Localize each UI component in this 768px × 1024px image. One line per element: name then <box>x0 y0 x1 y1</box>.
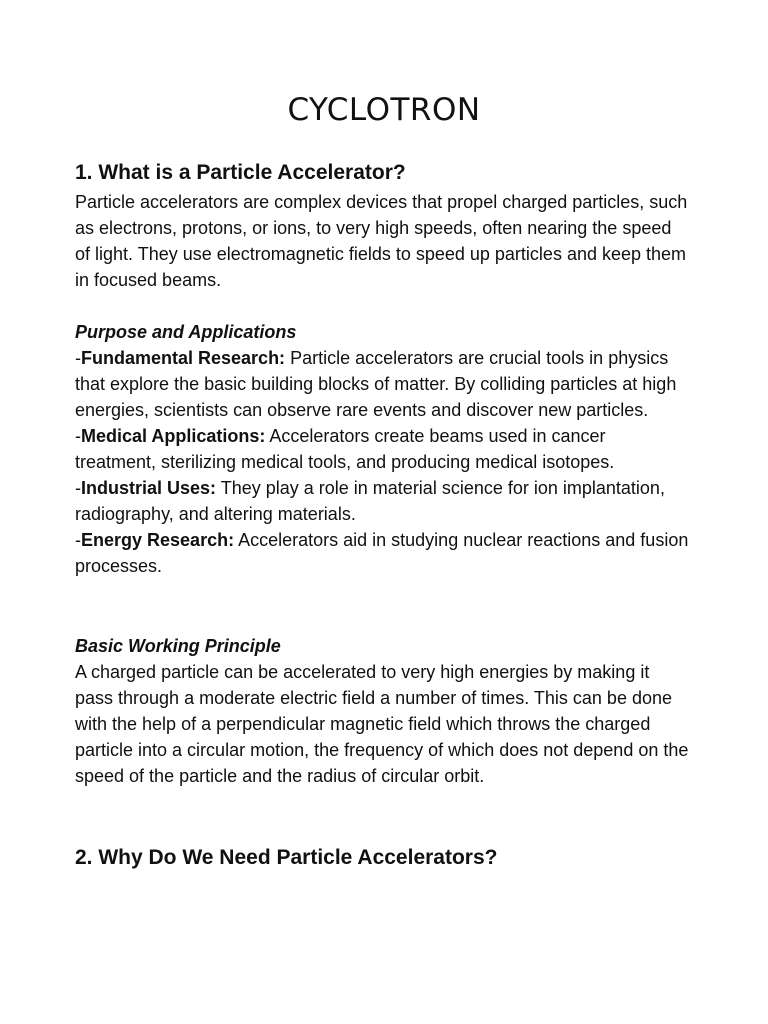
item-text: Accelerators create beams used in cancer treatment, sterilizing medical tools, and producing medical isotopes. <box>75 426 615 472</box>
section-1-heading: 1. What is a Particle Accelerator? <box>75 161 406 184</box>
section-2-heading: 2. Why Do We Need Particle Accelerators? <box>75 846 498 869</box>
section-1-intro: Particle accelerators are complex devices that propel charged particles, such as electrons, protons, or ions, to very high speeds, often nearing the speed of light. They use electromagnetic fields to speed up particles and keep them in focused beams. <box>75 192 688 290</box>
application-item-medical-applications <box>75 423 690 475</box>
application-item-industrial-uses <box>75 475 690 527</box>
item-term: Medical Applications: <box>81 426 266 446</box>
item-text: Particle accelerators are crucial tools in physics that explore the basic building blocks of matter. By colliding particles at high energies, scientists can observe rare events and discover new particles. <box>75 348 677 420</box>
principle-text: A charged particle can be accelerated to very high energies by making it pass through a moderate electric field a number of times. This can be done with the help of a perpendicular magnetic field which throws the charged particle into a circular motion, the frequency of which does not depend on the speed of the particle and the radius of circular orbit. <box>75 662 689 786</box>
principle-heading: Basic Working Principle <box>75 636 281 656</box>
item-prefix: - <box>75 426 81 446</box>
applications-list <box>75 345 690 579</box>
item-term: Energy Research: <box>81 530 235 550</box>
item-prefix: - <box>75 530 81 550</box>
application-item-energy-research <box>75 527 690 579</box>
item-term: Fundamental Research: <box>81 348 286 368</box>
item-text: Accelerators aid in studying nuclear reactions and fusion processes. <box>75 530 689 576</box>
item-prefix: - <box>75 478 81 498</box>
item-text: They play a role in material science for ion implantation, radiography, and altering materials. <box>75 478 665 524</box>
item-term: Industrial Uses: <box>81 478 217 498</box>
application-item-fundamental-research <box>75 345 690 423</box>
document-title: CYCLOTRON <box>287 92 481 128</box>
item-prefix: - <box>75 348 81 368</box>
purpose-heading: Purpose and Applications <box>75 322 297 342</box>
